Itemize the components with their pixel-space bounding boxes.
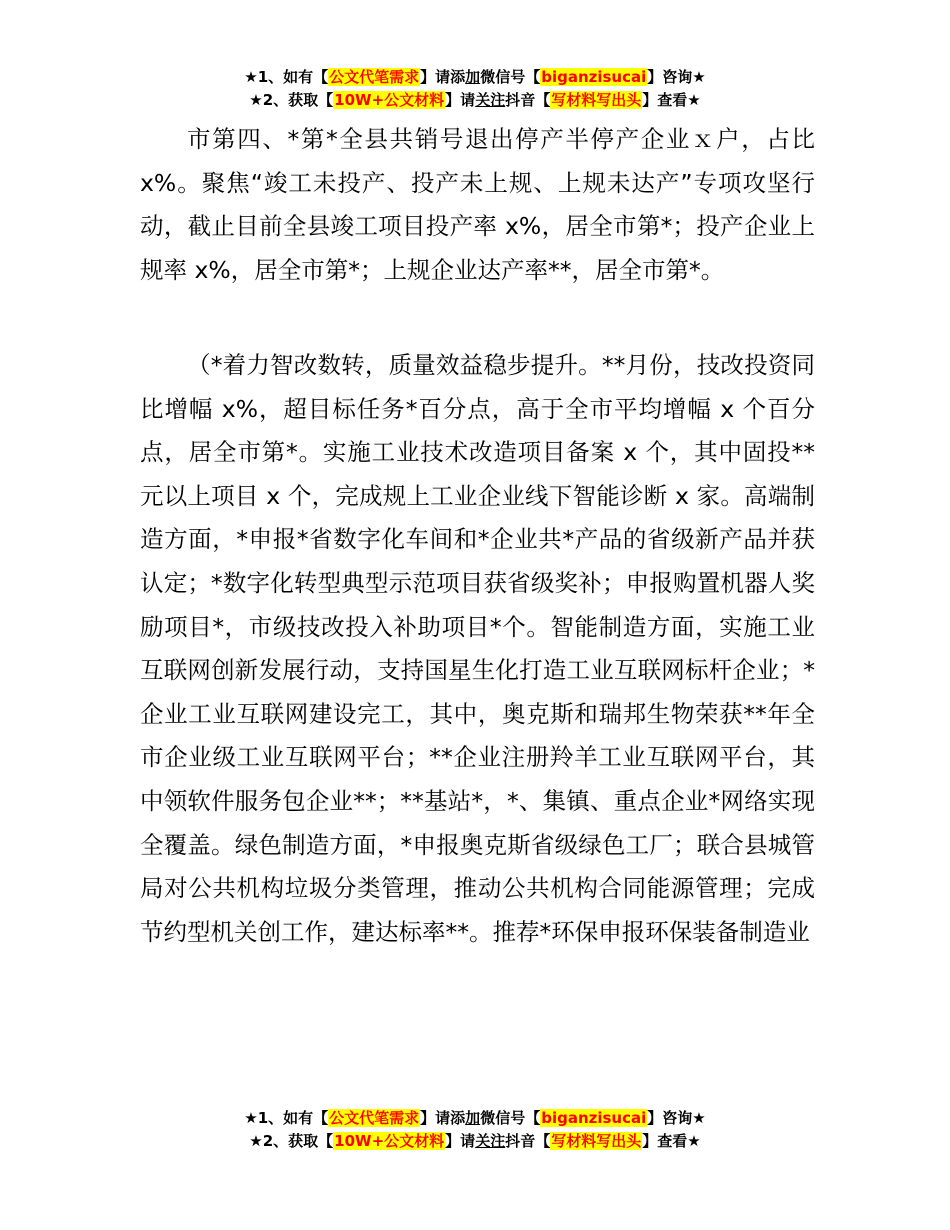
banner-highlight: 10W+公文材料: [334, 1132, 445, 1150]
banner-prefix: 1、如有【: [257, 68, 329, 86]
body-paragraph-1: [140, 118, 815, 292]
star-icon: ★: [687, 1132, 701, 1150]
banner-prefix: 2、获取【: [262, 1132, 334, 1150]
footer-banner: [0, 1107, 950, 1153]
banner-suffix: 】查看: [642, 91, 688, 109]
star-icon: ★: [692, 68, 706, 86]
banner-emphasis: 关注: [475, 91, 506, 109]
banner-text: 抖音【: [505, 1132, 551, 1150]
star-icon: ★: [692, 1109, 706, 1127]
banner-highlight: 10W+公文材料: [334, 91, 445, 109]
banner-emphasis: 加: [465, 1109, 481, 1127]
paragraph-text: （*着力智改数转，质量效益稳步提升。**月份，技改投资同比增幅 x%，超目标任务*百分点，高于全市平均增幅 x 个百分点，居全市第*。实施工业技术改造项目备案 x 个，其中固投**元以上项目 x 个，完成规上工业企业线下智能诊断 x 家。高端制造方面，*申报*省数字化车间和*企业共*产品的省级新产品并获认定；*数字化转型典型示范项目获省级奖补；申报购置机器人奖励项目*，市级技改投入补助项目*个。智能制造方面，实施工业互联网创新发展行动，支持国星生化打造工业互联网标杆企业；*企业工业互联网建设完工，其中，奥克斯和瑞邦生物荣获**年全市企业级工业互联网平台；**企业注册羚羊工业互联网平台，其中领软件服务包企业**；**基站*，*、集镇、重点企业*网络实现全覆盖。绿色制造方面，*申报奥克斯省级绿色工厂；联合县城管局对公共机构垃圾分类管理，推动公共机构合同能源管理；完成节约型机关创工作，建达标率**。推荐*环保申报环保装备制造业: [140, 351, 815, 946]
banner-prefix: 2、获取【: [262, 91, 334, 109]
banner-highlight: 公文代笔需求: [329, 1109, 420, 1127]
banner-wechat-id: biganzisucai: [541, 1109, 647, 1127]
star-icon: ★: [244, 1109, 258, 1127]
star-icon: ★: [249, 91, 263, 109]
banner-douyin-name: 写材料写出头: [551, 1132, 642, 1150]
footer-banner-line-2: [0, 1130, 950, 1153]
banner-emphasis: 加: [465, 68, 481, 86]
banner-wechat-id: biganzisucai: [541, 68, 647, 86]
banner-text: 微信号【: [480, 1109, 541, 1127]
star-icon: ★: [244, 68, 258, 86]
header-banner: [0, 66, 950, 112]
banner-emphasis: 关注: [475, 1132, 506, 1150]
banner-suffix: 】咨询: [647, 1109, 693, 1127]
banner-text: 】请添: [420, 68, 466, 86]
footer-banner-line-1: [0, 1107, 950, 1130]
star-icon: ★: [249, 1132, 263, 1150]
paragraph-text: 市第四、*第*全县共销号退出停产半停产企业ｘ户，占比x%。聚焦“竣工未投产、投产未上规、上规未达产”专项攻坚行动，截止目前全县竣工项目投产率 x%，居全市第*；投产企业上规率 x%，居全市第*；上规企业达产率**，居全市第*。: [140, 125, 815, 284]
banner-douyin-name: 写材料写出头: [551, 91, 642, 109]
banner-prefix: 1、如有【: [257, 1109, 329, 1127]
banner-highlight: 公文代笔需求: [329, 68, 420, 86]
header-banner-line-2: [0, 89, 950, 112]
banner-text: 微信号【: [480, 68, 541, 86]
header-banner-line-1: [0, 66, 950, 89]
star-icon: ★: [687, 91, 701, 109]
banner-text: 】请: [445, 91, 476, 109]
banner-text: 】请添: [420, 1109, 466, 1127]
banner-text: 抖音【: [505, 91, 551, 109]
body-paragraph-2: [140, 344, 815, 954]
banner-suffix: 】查看: [642, 1132, 688, 1150]
banner-suffix: 】咨询: [647, 68, 693, 86]
banner-text: 】请: [445, 1132, 476, 1150]
